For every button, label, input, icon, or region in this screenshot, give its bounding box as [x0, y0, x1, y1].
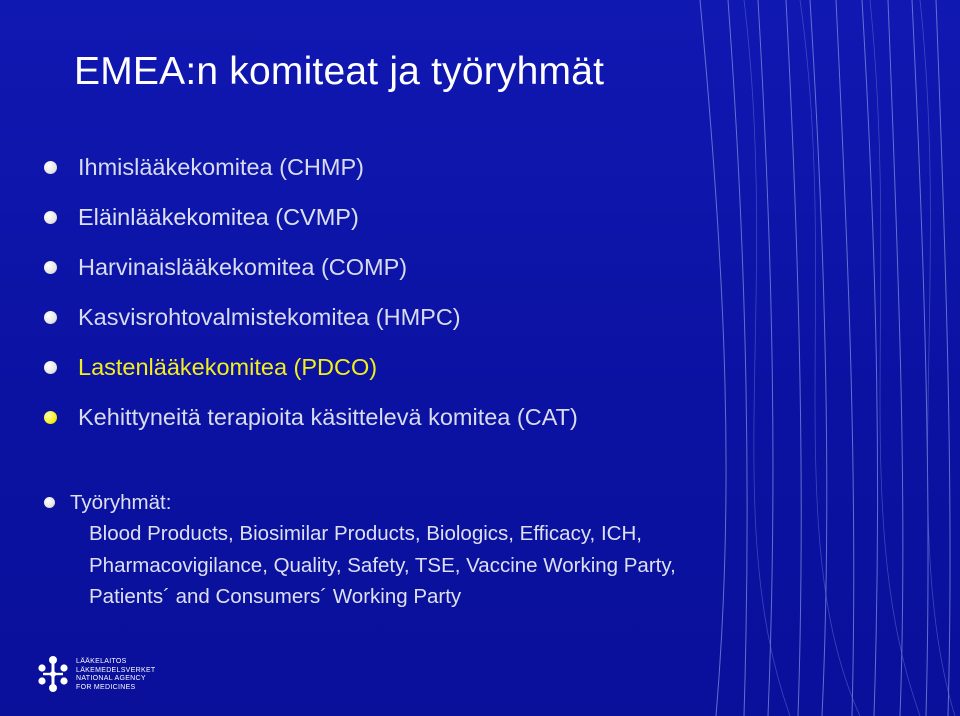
list-item-highlighted: [44, 350, 578, 400]
working-groups-heading: [44, 488, 904, 518]
slide-title: EMEA:n komiteat ja työryhmät: [74, 50, 605, 93]
agency-logo-icon: [36, 656, 70, 692]
agency-logo-text: [76, 658, 156, 692]
round-bullet-icon: [44, 261, 57, 274]
round-bullet-icon: [44, 311, 57, 324]
working-groups-line: Patients´ and Consumers´ Working Party: [89, 585, 462, 608]
list-item-text: Kasvisrohtovalmistekomitea (HMPC): [78, 304, 461, 330]
working-groups-line: Blood Products, Biosimilar Products, Biologics, Efficacy, ICH,: [89, 522, 642, 545]
logo-line: FOR MEDICINES: [76, 683, 136, 691]
working-groups-heading-text: Työryhmät:: [70, 491, 172, 514]
round-bullet-icon: [44, 411, 57, 424]
logo-line: LÄÄKELAITOS: [76, 658, 127, 665]
working-groups-line: Pharmacovigilance, Quality, Safety, TSE, Vaccine Working Party,: [89, 553, 676, 577]
list-item-text: Ihmislääkekomitea (CHMP): [78, 154, 364, 180]
logo-line: LÄKEMEDELSVERKET: [76, 666, 156, 674]
list-item: [44, 200, 578, 250]
committee-list: [44, 150, 578, 450]
list-item-text: Lastenlääkekomitea (PDCO): [78, 354, 378, 380]
agency-logo: [36, 656, 176, 694]
round-bullet-icon: [44, 497, 55, 508]
working-groups: [44, 488, 904, 613]
logo-line: NATIONAL AGENCY: [76, 675, 146, 682]
list-item-text: Harvinaislääkekomitea (COMP): [78, 254, 408, 280]
round-bullet-icon: [44, 211, 57, 224]
list-item: [44, 300, 578, 350]
list-item-text: Eläinlääkekomitea (CVMP): [78, 204, 359, 230]
round-bullet-icon: [44, 361, 57, 374]
list-item: [44, 150, 578, 200]
round-bullet-icon: [44, 161, 57, 174]
list-item-text: Kehittyneitä terapioita käsittelevä komitea (CAT): [78, 404, 578, 430]
list-item: [44, 250, 578, 300]
list-item: [44, 400, 578, 450]
